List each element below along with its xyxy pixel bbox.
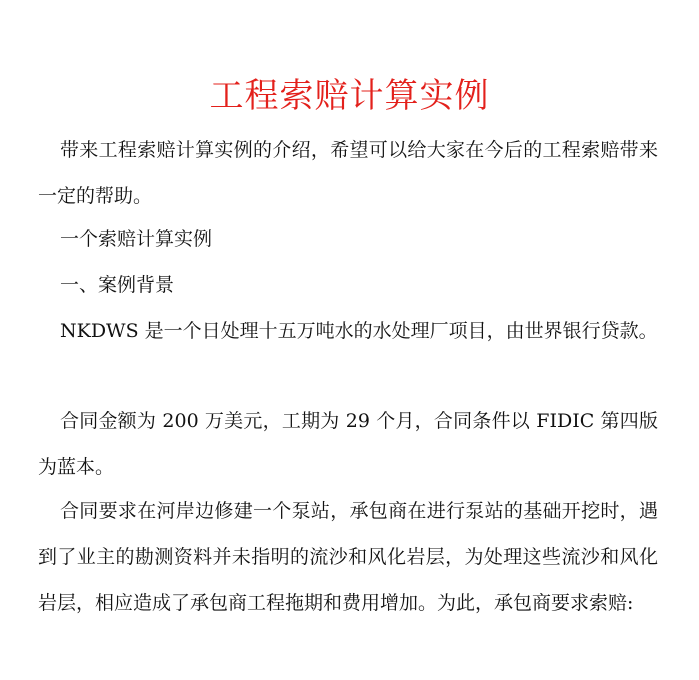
document-title: 工程索赔计算实例 [209,76,490,116]
contract-paragraph: 合同金额为 200 万美元，工期为 29 个月，合同条件以 FIDIC 第四版为蓝本。 [38,410,658,478]
section-heading: 一个索赔计算实例 [60,228,213,250]
intro-paragraph: 带来工程索赔计算实例的介绍，希望可以给大家在今后的工程索赔带来一定的帮助。 [38,139,658,207]
claim-paragraph: 合同要求在河岸边修建一个泵站，承包商在进行泵站的基础开挖时，遇到了业主的勘测资料并未指明的流沙和风化岩层，为处理这些流沙和风化岩层，相应造成了承包商工程拖期和费用增加。为此，承包商要求索赔: [38,500,658,614]
project-paragraph: NKDWS 是一个日处理十五万吨水的水处理厂项目，由世界银行贷款。 [60,320,658,342]
subsection-heading: 一、案例背景 [60,274,175,296]
